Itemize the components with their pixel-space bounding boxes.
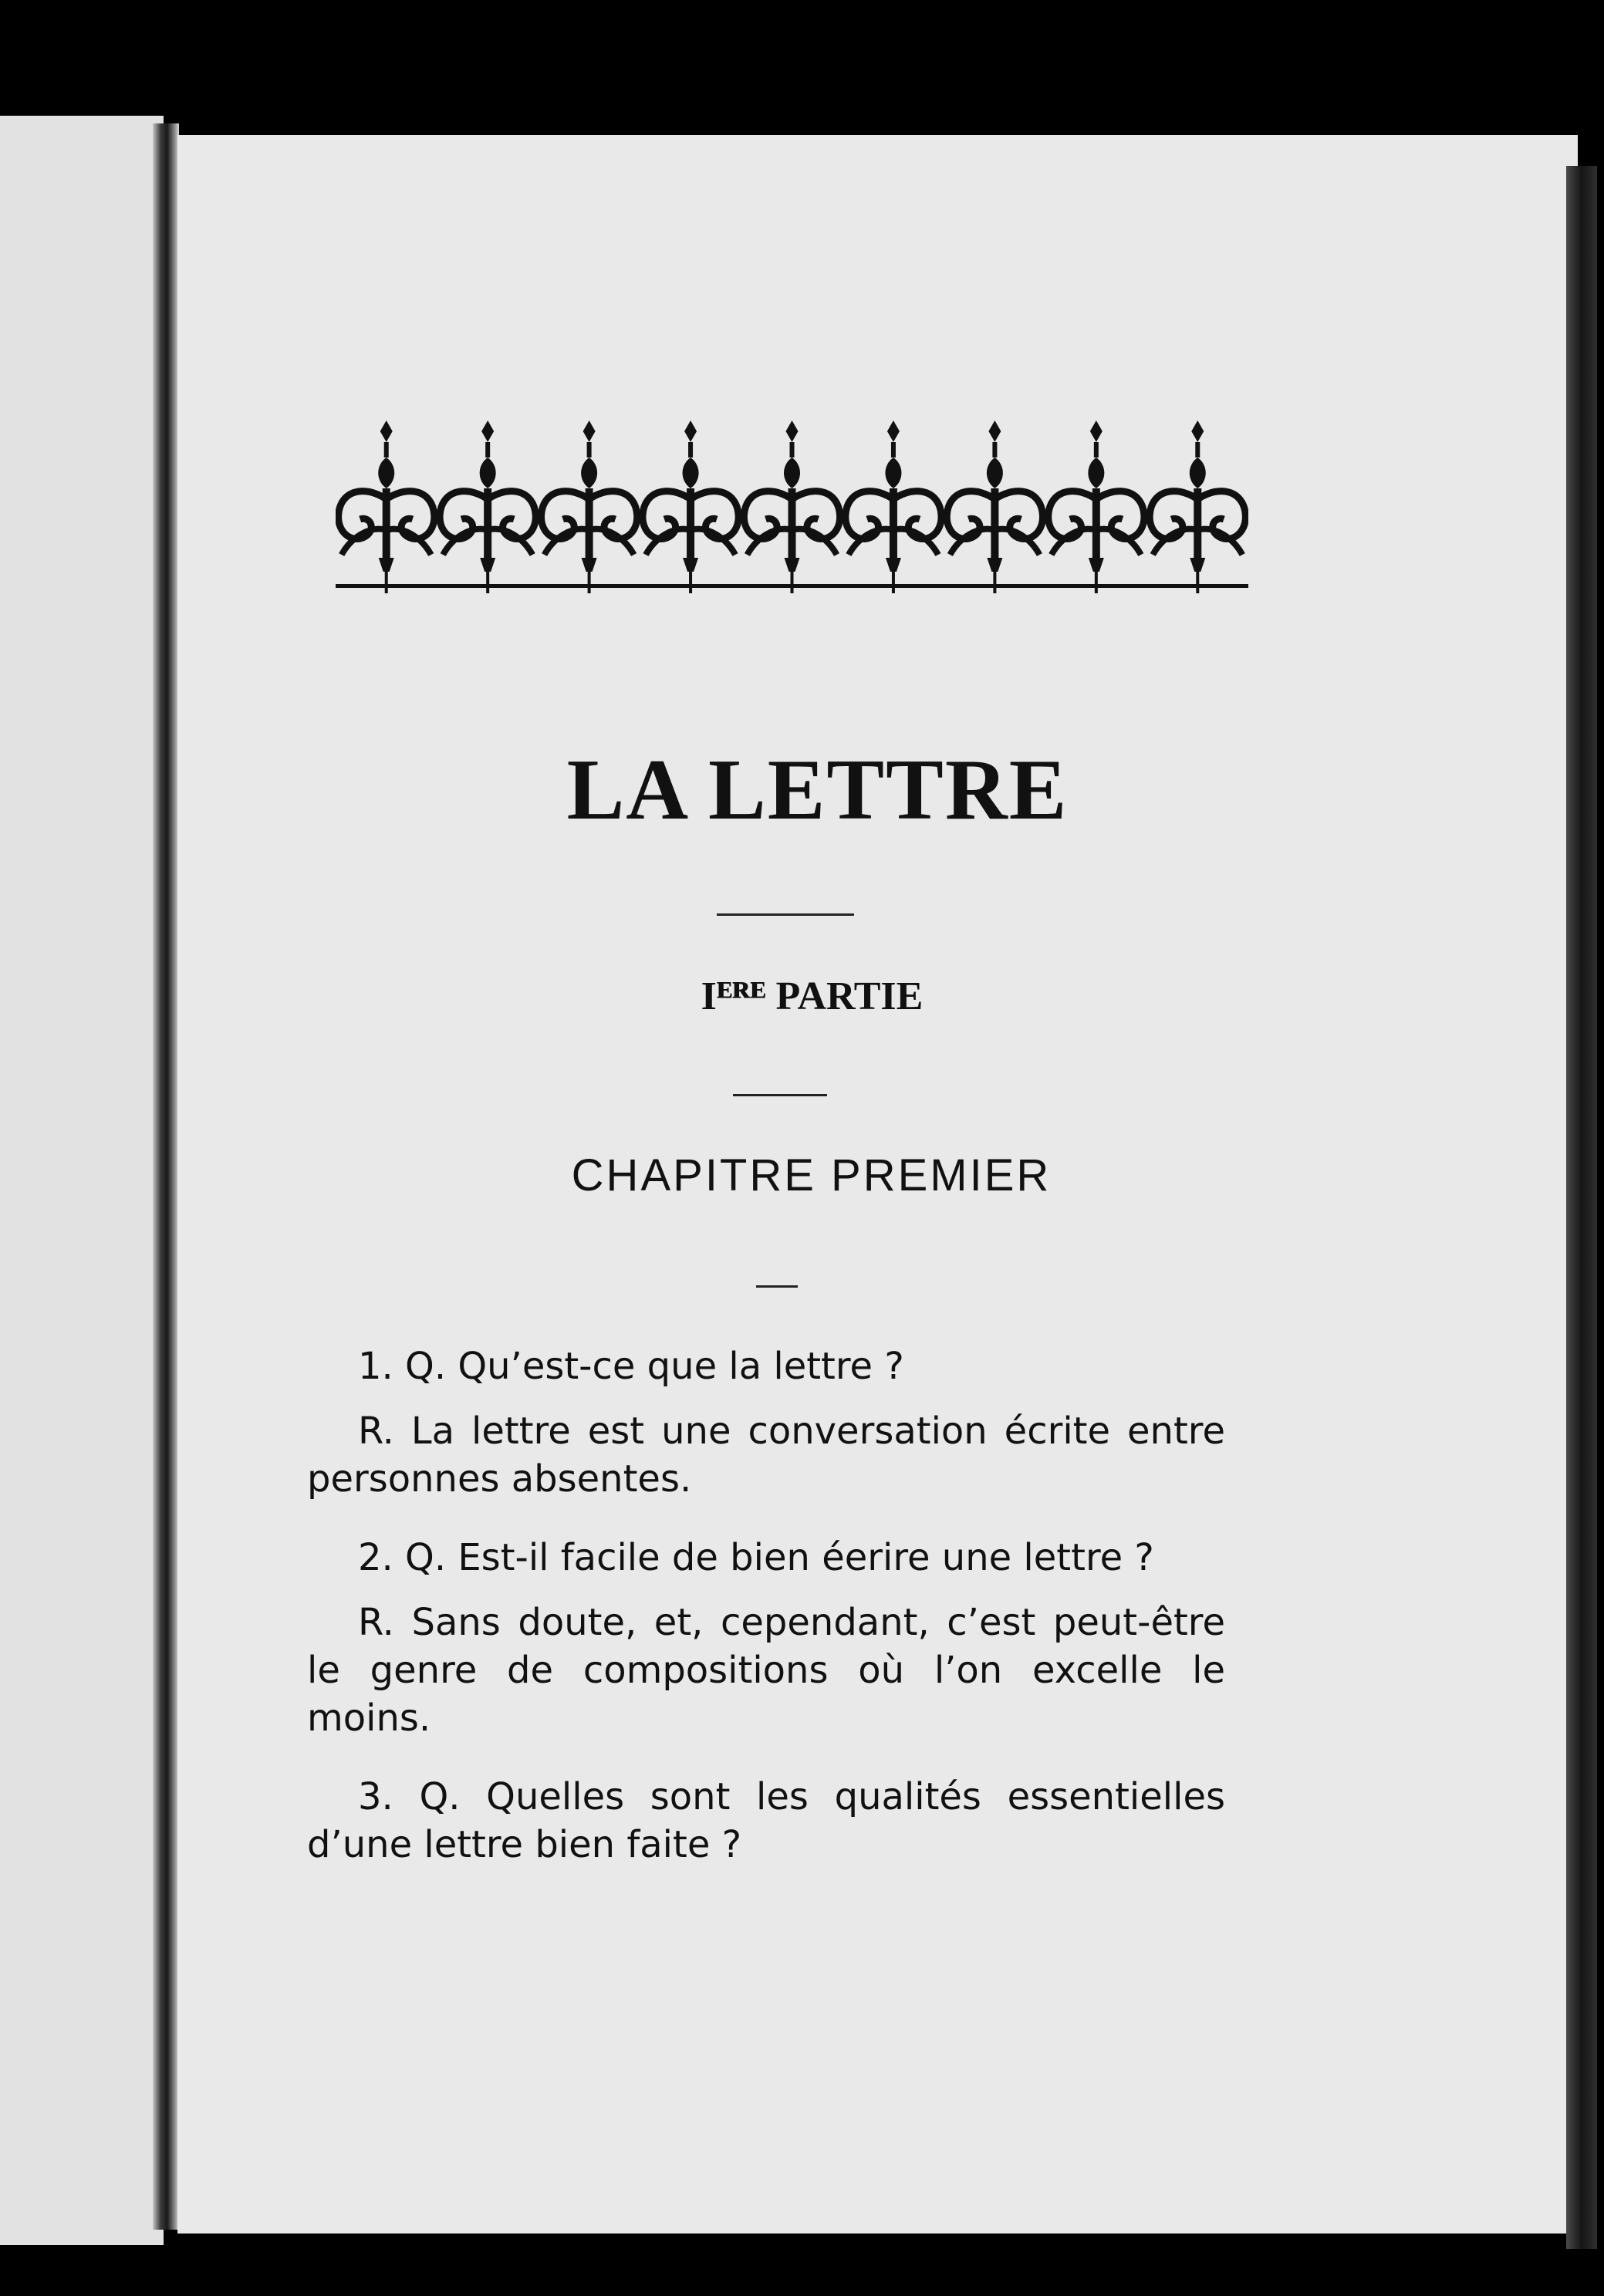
answer-2: R. Sans doute, et, cependant, c’est peut-être le genre de compositions où l’on excelle le moins. bbox=[307, 1601, 1225, 1740]
question-2: 2. Q. Est-il facile de bien éerire une lettre ? bbox=[358, 1536, 1154, 1579]
part-heading: Iᴱᴿᴱ PARTIE bbox=[701, 974, 924, 1018]
chapter-heading: CHAPITRE PREMIER bbox=[571, 1150, 1052, 1200]
qa-text-block bbox=[307, 1342, 1225, 1899]
floral-border-ornament bbox=[336, 420, 1248, 613]
ornament-motif bbox=[440, 420, 535, 593]
page-title: LA LETTRE bbox=[566, 742, 1069, 838]
ornament-motif bbox=[947, 420, 1042, 593]
ornament-motif bbox=[744, 420, 839, 593]
ornament-motif bbox=[339, 420, 434, 593]
page-edge bbox=[1566, 166, 1597, 2249]
divider-rule bbox=[756, 1285, 798, 1288]
ornament-motif bbox=[643, 420, 738, 593]
question-3: 3. Q. Quelles sont les qualités essentielles d’une lettre bien faite ? bbox=[307, 1775, 1225, 1866]
answer-1: R. La lettre est une conversation écrite entre personnes absentes. bbox=[307, 1410, 1225, 1501]
ornament-motif bbox=[846, 420, 941, 593]
ornament-motif bbox=[541, 420, 637, 593]
question-1: 1. Q. Qu’est-ce que la lettre ? bbox=[358, 1345, 904, 1388]
ornament-motif bbox=[1150, 420, 1245, 593]
ornament-motif bbox=[1049, 420, 1144, 593]
divider-rule bbox=[733, 1094, 827, 1096]
divider-rule bbox=[717, 913, 854, 916]
